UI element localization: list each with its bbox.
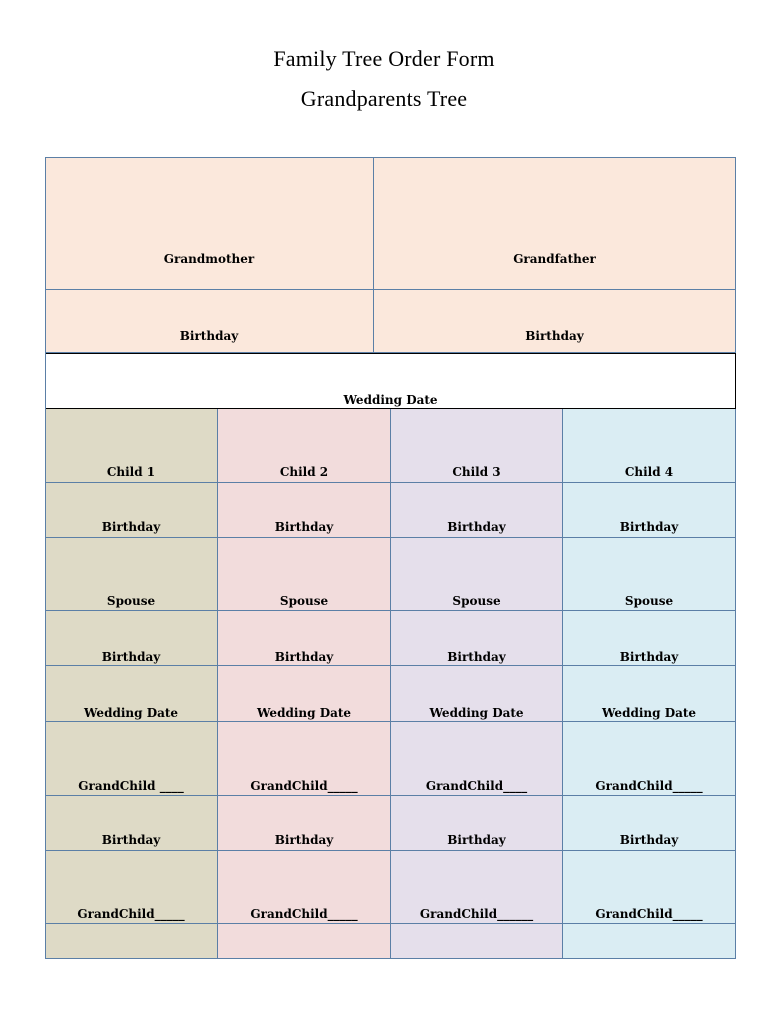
child-wedding-date-cell[interactable]: Wedding Date <box>391 666 563 722</box>
blank-cell[interactable] <box>218 924 391 959</box>
spouse-cell[interactable]: Spouse <box>45 538 218 611</box>
spouse-cell[interactable]: Spouse <box>391 538 563 611</box>
child-wedding-date-cell[interactable]: Wedding Date <box>45 666 218 722</box>
blank-cell[interactable] <box>45 924 218 959</box>
spouse-cell[interactable]: Spouse <box>563 538 736 611</box>
grandchild-cell[interactable]: GrandChild______ <box>391 851 563 924</box>
child-name-cell[interactable]: Child 4 <box>563 409 736 483</box>
grandchild-cell[interactable]: GrandChild ____ <box>45 722 218 796</box>
child-birthday-cell[interactable]: Birthday <box>45 483 218 538</box>
grandchild-cell[interactable]: GrandChild_____ <box>563 851 736 924</box>
child-name-cell[interactable]: Child 2 <box>218 409 391 483</box>
child-birthday-cell[interactable]: Birthday <box>563 483 736 538</box>
grandchild-cell[interactable]: GrandChild_____ <box>218 722 391 796</box>
grandfather-birthday-cell[interactable]: Birthday <box>374 290 736 353</box>
form-subtitle: Grandparents Tree <box>300 86 468 111</box>
grandparents-wedding-date-cell[interactable]: Wedding Date <box>45 353 736 409</box>
blank-cell[interactable] <box>391 924 563 959</box>
grandchild-cell[interactable]: GrandChild_____ <box>218 851 391 924</box>
grandchild-cell[interactable]: GrandChild_____ <box>45 851 218 924</box>
grandchild-birthday-cell[interactable]: Birthday <box>563 796 736 851</box>
spouse-cell[interactable]: Spouse <box>218 538 391 611</box>
child-wedding-date-cell[interactable]: Wedding Date <box>563 666 736 722</box>
child-name-cell[interactable]: Child 1 <box>45 409 218 483</box>
form-title: Family Tree Order Form <box>273 46 495 71</box>
spouse-birthday-cell[interactable]: Birthday <box>45 611 218 666</box>
grandchild-cell[interactable]: GrandChild_____ <box>563 722 736 796</box>
spouse-birthday-cell[interactable]: Birthday <box>218 611 391 666</box>
grandchild-birthday-cell[interactable]: Birthday <box>45 796 218 851</box>
child-name-cell[interactable]: Child 3 <box>391 409 563 483</box>
grandchild-cell[interactable]: GrandChild____ <box>391 722 563 796</box>
grandchild-birthday-cell[interactable]: Birthday <box>218 796 391 851</box>
grandfather-cell[interactable]: Grandfather <box>374 157 736 290</box>
spouse-birthday-cell[interactable]: Birthday <box>391 611 563 666</box>
child-birthday-cell[interactable]: Birthday <box>218 483 391 538</box>
grandmother-birthday-cell[interactable]: Birthday <box>45 290 374 353</box>
blank-cell[interactable] <box>563 924 736 959</box>
child-wedding-date-cell[interactable]: Wedding Date <box>218 666 391 722</box>
grandmother-cell[interactable]: Grandmother <box>45 157 374 290</box>
grandchild-birthday-cell[interactable]: Birthday <box>391 796 563 851</box>
child-birthday-cell[interactable]: Birthday <box>391 483 563 538</box>
spouse-birthday-cell[interactable]: Birthday <box>563 611 736 666</box>
family-tree-form <box>45 157 736 959</box>
